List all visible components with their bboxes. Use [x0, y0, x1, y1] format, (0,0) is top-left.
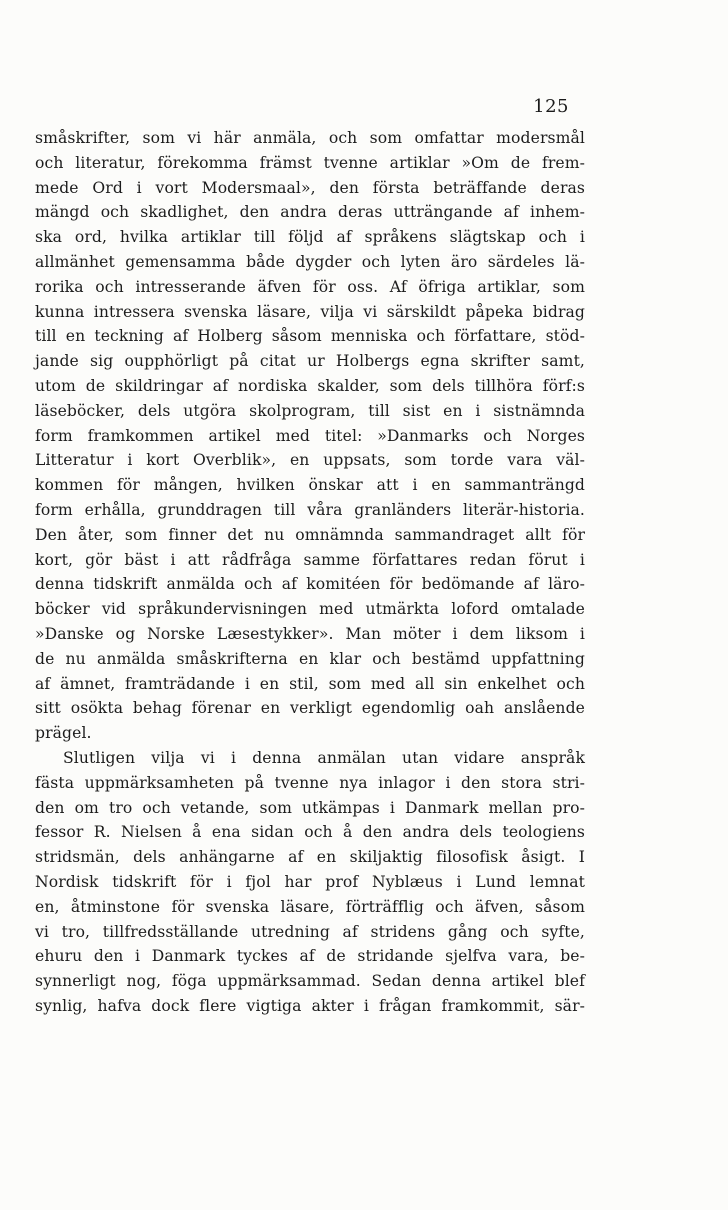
text-line: Den åter, som finner det nu omnämnda sammandraget allt för — [35, 525, 585, 544]
text-line: allmänhet gemensamma både dygder och lyten äro särdeles lä- — [35, 252, 585, 271]
text-line: form erhålla, grunddragen till våra granländers literär-historia. — [35, 500, 585, 519]
text-line: synnerligt nog, föga uppmärksammad. Sedan denna artikel blef — [35, 972, 585, 991]
text-line: ska ord, hvilka artiklar till följd af språkens slägtskap och i — [35, 228, 585, 247]
text-line: kunna intressera svenska läsare, vilja vi särskildt påpeka bidrag — [35, 302, 585, 321]
text-line: »Danske og Norske Læsestykker». Man möter i dem liksom i — [35, 624, 585, 643]
text-line: småskrifter, som vi här anmäla, och som omfattar modersmål — [35, 129, 585, 147]
text-line: stridsmän, dels anhängarne af en skiljaktig filosofisk åsigt. I — [35, 848, 585, 867]
text-line: läseböcker, dels utgöra skolprogram, till sist en i sistnämnda — [35, 401, 585, 420]
text-line: kort, gör bäst i att rådfråga samme författares redan förut i — [35, 550, 585, 569]
text-line: Litteratur i kort Overblik», en uppsats, som torde vara väl- — [35, 451, 585, 470]
text-line: böcker vid språkundervisningen med utmärkta loford omtalade — [35, 600, 585, 619]
text-line: mede Ord i vort Modersmaal», den första beträffande deras — [35, 178, 585, 197]
text-line: fästa uppmärksamheten på tvenne nya inlagor i den stora stri- — [35, 773, 585, 792]
text-line: de nu anmälda småskrifterna en klar och bestämd uppfattning — [35, 649, 585, 668]
text-line: mängd och skadlighet, den andra deras utträngande af inhem- — [35, 203, 585, 222]
text-line: utom de skildringar af nordiska skalder, som dels tillhöra förf:s — [35, 376, 585, 395]
text-line: Slutligen vilja vi i denna anmälan utan vidare anspråk — [63, 748, 585, 767]
text-line: af ämnet, framträdande i en stil, som med all sin enkelhet och — [35, 674, 585, 693]
text-line: och literatur, förekomma främst tvenne artiklar »Om de frem- — [35, 153, 585, 172]
text-line: rorika och intresserande äfven för oss. Af öfriga artiklar, som — [35, 277, 585, 296]
text-line: form framkommen artikel med titel: »Danmarks och Norges — [35, 426, 585, 445]
text-line: en, åtminstone för svenska läsare, förträfflig och äfven, såsom — [35, 897, 585, 916]
text-line: jande sig oupphörligt på citat ur Holbergs egna skrifter samt, — [35, 352, 585, 371]
text-line: synlig, hafva dock flere vigtiga akter i frågan framkommit, sär- — [35, 996, 585, 1015]
text-line: vi tro, tillfredsställande utredning af stridens gång och syfte, — [35, 922, 585, 941]
page-number: 125 — [533, 96, 569, 117]
body-text — [35, 126, 585, 1019]
text-line: den om tro och vetande, som utkämpas i Danmark mellan pro- — [35, 798, 585, 817]
text-line: Nordisk tidskrift för i fjol har prof Nyblæus i Lund lemnat — [35, 872, 585, 891]
text-line: till en teckning af Holberg såsom menniska och författare, stöd- — [35, 327, 585, 346]
text-line: ehuru den i Danmark tyckes af de stridande sjelfva vara, be- — [35, 947, 585, 966]
text-line: sitt osökta behag förenar en verkligt egendomlig oah anslående — [35, 699, 585, 718]
text-line: fessor R. Nielsen å ena sidan och å den andra dels teologiens — [35, 823, 585, 842]
text-line: kommen för mången, hvilken önskar att i en sammanträngd — [35, 476, 585, 495]
text-line: denna tidskrift anmälda och af komitéen för bedömande af läro- — [35, 575, 585, 594]
text-line: prägel. — [35, 724, 92, 743]
